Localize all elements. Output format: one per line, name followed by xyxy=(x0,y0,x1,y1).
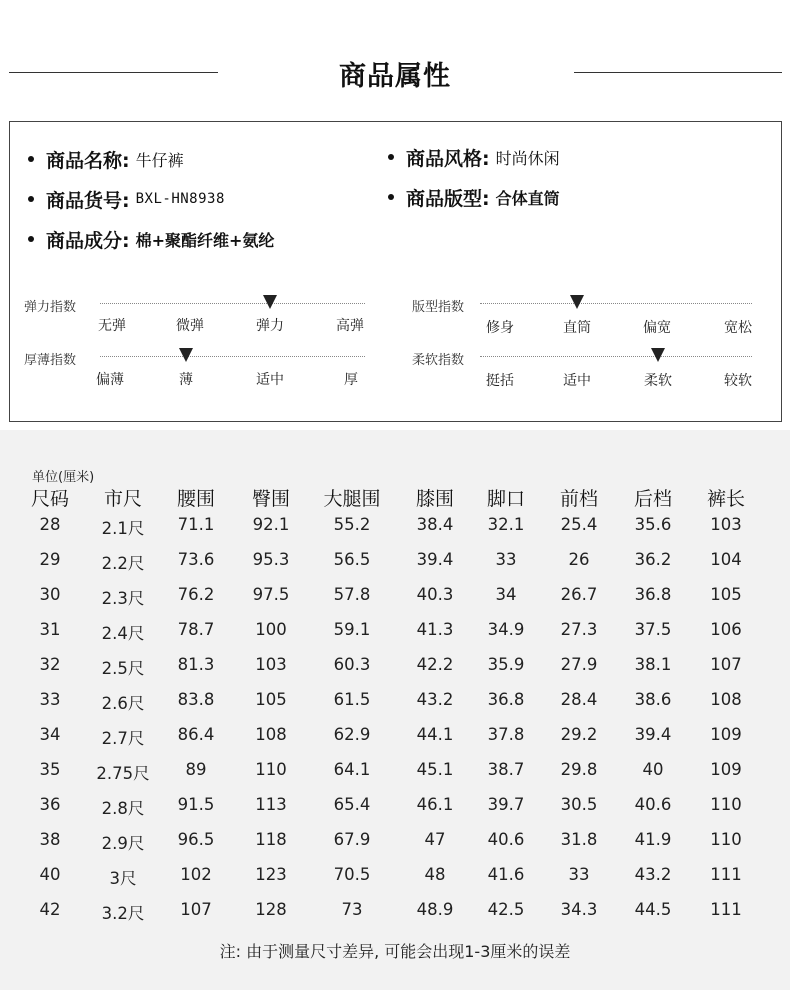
table-cell: 2.2尺 xyxy=(101,554,145,573)
table-cell: 96.5 xyxy=(177,830,215,849)
table-cell: 36.8 xyxy=(634,585,672,604)
table-cell: 35.9 xyxy=(487,655,525,674)
table-cell: 34 xyxy=(495,585,517,604)
scale-thickness-option: 厚 xyxy=(344,372,358,388)
scale-softness-option: 挺括 xyxy=(486,373,514,389)
table-cell: 108 xyxy=(710,690,742,709)
table-cell: 111 xyxy=(710,865,742,884)
table-cell: 31 xyxy=(39,620,61,639)
table-cell: 103 xyxy=(710,515,742,534)
table-cell: 38.4 xyxy=(416,515,454,534)
scale-softness-option: 柔软 xyxy=(644,373,672,389)
table-cell: 41.6 xyxy=(487,865,525,884)
attributes-panel xyxy=(9,121,782,422)
table-cell: 38.7 xyxy=(487,760,525,779)
attr-name xyxy=(28,145,184,173)
table-cell: 110 xyxy=(255,760,287,779)
size-table xyxy=(0,430,790,990)
table-cell: 33 xyxy=(495,550,517,569)
table-cell: 40.6 xyxy=(634,795,672,814)
table-cell: 105 xyxy=(255,690,287,709)
attr-style-label: 商品风格: xyxy=(406,147,490,170)
scale-fit-marker-icon xyxy=(570,295,584,309)
table-cell: 105 xyxy=(710,585,742,604)
table-cell: 2.9尺 xyxy=(101,834,145,853)
table-cell: 25.4 xyxy=(560,515,598,534)
table-cell: 91.5 xyxy=(177,795,215,814)
table-cell: 35.6 xyxy=(634,515,672,534)
scale-fit-name: 版型指数 xyxy=(412,300,465,315)
table-cell: 97.5 xyxy=(252,585,290,604)
attr-material-label: 商品成分: xyxy=(46,229,130,252)
column-header: 后档 xyxy=(633,488,673,510)
column-header: 前档 xyxy=(559,488,599,510)
bullet-icon xyxy=(28,196,34,202)
table-cell: 109 xyxy=(710,725,742,744)
table-cell: 61.5 xyxy=(333,690,371,709)
table-cell: 43.2 xyxy=(416,690,454,709)
table-cell: 3.2尺 xyxy=(101,904,145,923)
title-rule-right xyxy=(574,72,782,73)
table-cell: 62.9 xyxy=(333,725,371,744)
table-cell: 36 xyxy=(39,795,61,814)
table-cell: 110 xyxy=(710,830,742,849)
scale-elasticity-option: 高弹 xyxy=(336,318,364,334)
attr-code-value: BXL-HN8938 xyxy=(135,191,225,207)
scale-thickness-option: 适中 xyxy=(256,372,284,388)
table-cell: 2.8尺 xyxy=(101,799,145,818)
column-header: 裤长 xyxy=(706,488,746,510)
table-cell: 36.2 xyxy=(634,550,672,569)
unit-label: 单位(厘米) xyxy=(32,470,95,485)
table-cell: 110 xyxy=(710,795,742,814)
attr-name-label: 商品名称: xyxy=(46,149,130,172)
table-cell: 56.5 xyxy=(333,550,371,569)
table-cell: 44.5 xyxy=(634,900,672,919)
table-cell: 45.1 xyxy=(416,760,454,779)
scale-fit-option: 直筒 xyxy=(563,320,591,336)
table-cell: 28 xyxy=(39,515,61,534)
table-cell: 118 xyxy=(255,830,287,849)
scale-elasticity-option: 无弹 xyxy=(98,318,126,334)
table-cell: 41.3 xyxy=(416,620,454,639)
attr-fit-label: 商品版型: xyxy=(406,187,490,210)
table-cell: 48 xyxy=(424,865,446,884)
column-header: 臀围 xyxy=(251,488,291,510)
table-cell: 37.8 xyxy=(487,725,525,744)
table-cell: 37.5 xyxy=(634,620,672,639)
table-cell: 65.4 xyxy=(333,795,371,814)
scale-elasticity-option: 微弹 xyxy=(176,318,204,334)
table-cell: 86.4 xyxy=(177,725,215,744)
scale-fit-option: 偏宽 xyxy=(643,320,671,336)
attr-fit-value: 合体直筒 xyxy=(495,188,560,208)
table-cell: 26.7 xyxy=(560,585,598,604)
scale-thickness-option: 薄 xyxy=(179,372,193,388)
table-cell: 35 xyxy=(39,760,61,779)
table-cell: 34 xyxy=(39,725,61,744)
table-cell: 78.7 xyxy=(177,620,215,639)
table-cell: 28.4 xyxy=(560,690,598,709)
table-cell: 40 xyxy=(642,760,664,779)
attr-style xyxy=(388,143,560,171)
table-cell: 2.4尺 xyxy=(101,624,145,643)
table-cell: 26 xyxy=(568,550,590,569)
column-header: 脚口 xyxy=(486,488,526,510)
table-cell: 40.6 xyxy=(487,830,525,849)
table-cell: 64.1 xyxy=(333,760,371,779)
bullet-icon xyxy=(28,236,34,242)
table-cell: 44.1 xyxy=(416,725,454,744)
table-cell: 47 xyxy=(424,830,446,849)
table-cell: 55.2 xyxy=(333,515,371,534)
attr-material xyxy=(28,225,274,253)
table-cell: 71.1 xyxy=(177,515,215,534)
scale-thickness-name: 厚薄指数 xyxy=(24,353,77,368)
table-cell: 40.3 xyxy=(416,585,454,604)
table-cell: 60.3 xyxy=(333,655,371,674)
scale-fit-option: 宽松 xyxy=(724,320,752,336)
table-cell: 103 xyxy=(255,655,287,674)
table-cell: 27.9 xyxy=(560,655,598,674)
table-cell: 29.8 xyxy=(560,760,598,779)
table-cell: 102 xyxy=(180,865,212,884)
table-cell: 38 xyxy=(39,830,61,849)
table-cell: 39.7 xyxy=(487,795,525,814)
page-title: 商品属性 xyxy=(339,61,451,92)
table-cell: 38.1 xyxy=(634,655,672,674)
table-cell: 34.3 xyxy=(560,900,598,919)
table-cell: 57.8 xyxy=(333,585,371,604)
table-cell: 73 xyxy=(341,900,363,919)
table-cell: 2.3尺 xyxy=(101,589,145,608)
bullet-icon xyxy=(28,156,34,162)
table-cell: 89 xyxy=(185,760,207,779)
table-cell: 81.3 xyxy=(177,655,215,674)
table-cell: 41.9 xyxy=(634,830,672,849)
table-cell: 59.1 xyxy=(333,620,371,639)
attr-fit xyxy=(388,183,560,211)
scale-softness-name: 柔软指数 xyxy=(412,353,465,368)
table-cell: 42 xyxy=(39,900,61,919)
table-cell: 30.5 xyxy=(560,795,598,814)
scale-elasticity-name: 弹力指数 xyxy=(24,300,77,315)
table-cell: 123 xyxy=(255,865,287,884)
table-cell: 40 xyxy=(39,865,61,884)
table-cell: 76.2 xyxy=(177,585,215,604)
table-cell: 39.4 xyxy=(416,550,454,569)
scale-fit-line xyxy=(480,303,752,304)
scale-elasticity-option: 弹力 xyxy=(256,318,284,334)
table-cell: 30 xyxy=(39,585,61,604)
attr-code xyxy=(28,185,225,213)
table-cell: 2.7尺 xyxy=(101,729,145,748)
table-cell: 2.6尺 xyxy=(101,694,145,713)
table-cell: 43.2 xyxy=(634,865,672,884)
table-cell: 42.2 xyxy=(416,655,454,674)
table-cell: 31.8 xyxy=(560,830,598,849)
scale-fit-option: 修身 xyxy=(486,320,514,336)
table-cell: 46.1 xyxy=(416,795,454,814)
column-header: 尺码 xyxy=(30,488,70,510)
table-cell: 2.1尺 xyxy=(101,519,145,538)
table-cell: 106 xyxy=(710,620,742,639)
bullet-icon xyxy=(388,154,394,160)
table-cell: 29 xyxy=(39,550,61,569)
table-cell: 109 xyxy=(710,760,742,779)
attr-material-value: 棉+聚酯纤维+氨纶 xyxy=(135,230,275,250)
table-cell: 32 xyxy=(39,655,61,674)
table-cell: 38.6 xyxy=(634,690,672,709)
table-cell: 29.2 xyxy=(560,725,598,744)
scale-softness-marker-icon xyxy=(651,348,665,362)
footnote: 注: 由于测量尺寸差异, 可能会出现1-3厘米的误差 xyxy=(219,942,571,961)
table-cell: 33 xyxy=(39,690,61,709)
table-cell: 100 xyxy=(255,620,287,639)
table-cell: 95.3 xyxy=(252,550,290,569)
table-cell: 83.8 xyxy=(177,690,215,709)
table-cell: 107 xyxy=(180,900,212,919)
scale-softness-option: 适中 xyxy=(563,373,591,389)
column-header: 市尺 xyxy=(103,488,143,510)
table-cell: 73.6 xyxy=(177,550,215,569)
column-header: 膝围 xyxy=(415,488,455,510)
scale-thickness-marker-icon xyxy=(179,348,193,362)
scale-thickness-option: 偏薄 xyxy=(96,372,124,388)
scale-elasticity-line xyxy=(100,303,365,304)
table-cell: 104 xyxy=(710,550,742,569)
table-cell: 2.5尺 xyxy=(101,659,145,678)
table-cell: 36.8 xyxy=(487,690,525,709)
table-cell: 67.9 xyxy=(333,830,371,849)
table-cell: 2.75尺 xyxy=(96,764,150,783)
column-header: 腰围 xyxy=(176,488,216,510)
scale-softness-option: 较软 xyxy=(724,373,752,389)
table-cell: 39.4 xyxy=(634,725,672,744)
table-cell: 113 xyxy=(255,795,287,814)
attr-style-value: 时尚休闲 xyxy=(495,148,560,168)
table-cell: 42.5 xyxy=(487,900,525,919)
table-cell: 32.1 xyxy=(487,515,525,534)
table-cell: 107 xyxy=(710,655,742,674)
scale-thickness-line xyxy=(100,356,365,357)
table-cell: 33 xyxy=(568,865,590,884)
table-cell: 70.5 xyxy=(333,865,371,884)
table-cell: 48.9 xyxy=(416,900,454,919)
scale-softness-line xyxy=(480,356,752,357)
scale-elasticity-marker-icon xyxy=(263,295,277,309)
attr-code-label: 商品货号: xyxy=(46,189,130,212)
table-cell: 108 xyxy=(255,725,287,744)
table-cell: 92.1 xyxy=(252,515,290,534)
table-cell: 27.3 xyxy=(560,620,598,639)
table-cell: 34.9 xyxy=(487,620,525,639)
table-cell: 111 xyxy=(710,900,742,919)
table-cell: 3尺 xyxy=(109,869,137,888)
attr-name-value: 牛仔裤 xyxy=(135,150,184,170)
table-cell: 128 xyxy=(255,900,287,919)
bullet-icon xyxy=(388,194,394,200)
column-header: 大腿围 xyxy=(323,488,381,510)
